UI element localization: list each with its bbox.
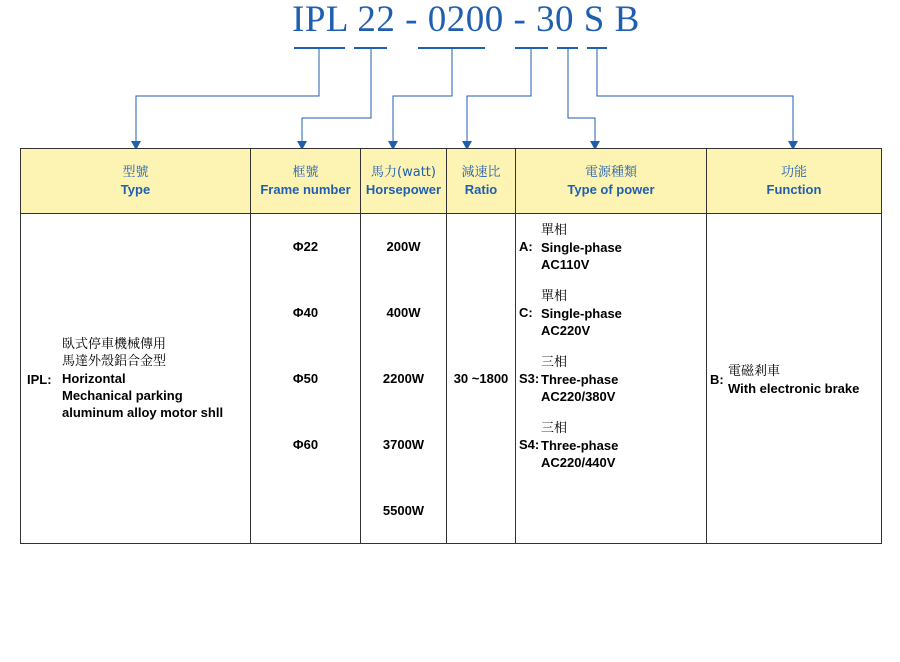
power-code: A: [519, 239, 533, 254]
horsepower-item: 400W [386, 305, 421, 320]
type-description [62, 336, 223, 421]
header-type-en: Type [120, 182, 151, 197]
ratio-cell [447, 214, 516, 544]
type-line: aluminum alloy motor shll [62, 405, 224, 420]
function-en: With electronic brake [728, 381, 860, 396]
power-desc: Single-phase [541, 240, 622, 255]
horsepower-cell [361, 214, 447, 544]
connector-type [136, 49, 319, 143]
header-power-zh: 電源種類 [584, 165, 637, 180]
power-entry [541, 420, 618, 471]
horsepower-item: 200W [386, 239, 421, 254]
ratio-value: 30 ~1800 [453, 371, 509, 386]
header-frame [251, 149, 361, 214]
horsepower-item: 5500W [382, 503, 425, 518]
power-voltage: AC220/380V [541, 389, 616, 404]
header-frame-zh: 框號 [292, 165, 319, 180]
type-line: Horizontal [62, 371, 126, 386]
power-code: S3: [519, 371, 540, 386]
body-row [21, 214, 882, 544]
function-code: B: [710, 372, 724, 387]
type-prefix: IPL: [27, 372, 52, 387]
function-entry [728, 363, 859, 397]
type-line: Mechanical parking [62, 388, 183, 403]
header-function-zh: 功能 [780, 165, 807, 180]
horsepower-item: 2200W [382, 371, 425, 386]
frame-item: Φ50 [292, 371, 319, 386]
connector-ratio [467, 49, 531, 143]
header-horsepower-zh: 馬力(watt) [371, 165, 436, 180]
header-ratio [447, 149, 516, 214]
model-code-title: IPL 22 - 0200 - 30 S B [292, 0, 640, 40]
header-horsepower-en: Horsepower [365, 182, 442, 197]
connector-diagram [0, 0, 900, 160]
power-desc: Three-phase [541, 372, 619, 387]
power-zh: 三相 [541, 355, 568, 370]
connector-horsepower [393, 49, 452, 143]
power-voltage: AC110V [541, 257, 590, 272]
power-zh: 三相 [541, 421, 568, 436]
header-horsepower [361, 149, 447, 214]
power-entry [541, 222, 622, 273]
frame-item: Φ40 [292, 305, 319, 320]
frame-cell [251, 214, 361, 544]
type-cell [21, 214, 251, 544]
header-power-en: Type of power [567, 182, 655, 197]
power-desc: Three-phase [541, 438, 619, 453]
header-type [21, 149, 251, 214]
power-desc: Single-phase [541, 306, 622, 321]
header-ratio-en: Ratio [464, 182, 498, 197]
power-cell [516, 214, 707, 544]
connector-power [568, 49, 595, 143]
power-zh: 單相 [541, 223, 568, 238]
power-voltage: AC220/440V [541, 455, 616, 470]
frame-item: Φ60 [292, 437, 319, 452]
header-power [516, 149, 707, 214]
type-line: 臥式停車機械傳用 [62, 337, 167, 352]
function-zh: 電磁剎車 [728, 364, 781, 379]
header-row [21, 149, 882, 214]
power-code: C: [519, 305, 533, 320]
header-function-en: Function [766, 182, 822, 197]
power-code: S4: [519, 437, 540, 452]
header-function [707, 149, 882, 214]
frame-item: Φ22 [292, 239, 319, 254]
function-cell [707, 214, 882, 544]
power-entry [541, 288, 622, 339]
header-type-zh: 型號 [122, 165, 149, 180]
type-line: 馬達外殼鋁合金型 [62, 354, 167, 369]
spec-table [20, 148, 882, 544]
connector-function [597, 49, 793, 143]
header-frame-en: Frame number [260, 182, 351, 197]
power-voltage: AC220V [541, 323, 591, 338]
power-zh: 單相 [541, 289, 568, 304]
power-entry [541, 354, 618, 405]
header-ratio-zh: 減速比 [461, 165, 501, 180]
horsepower-item: 3700W [382, 437, 425, 452]
